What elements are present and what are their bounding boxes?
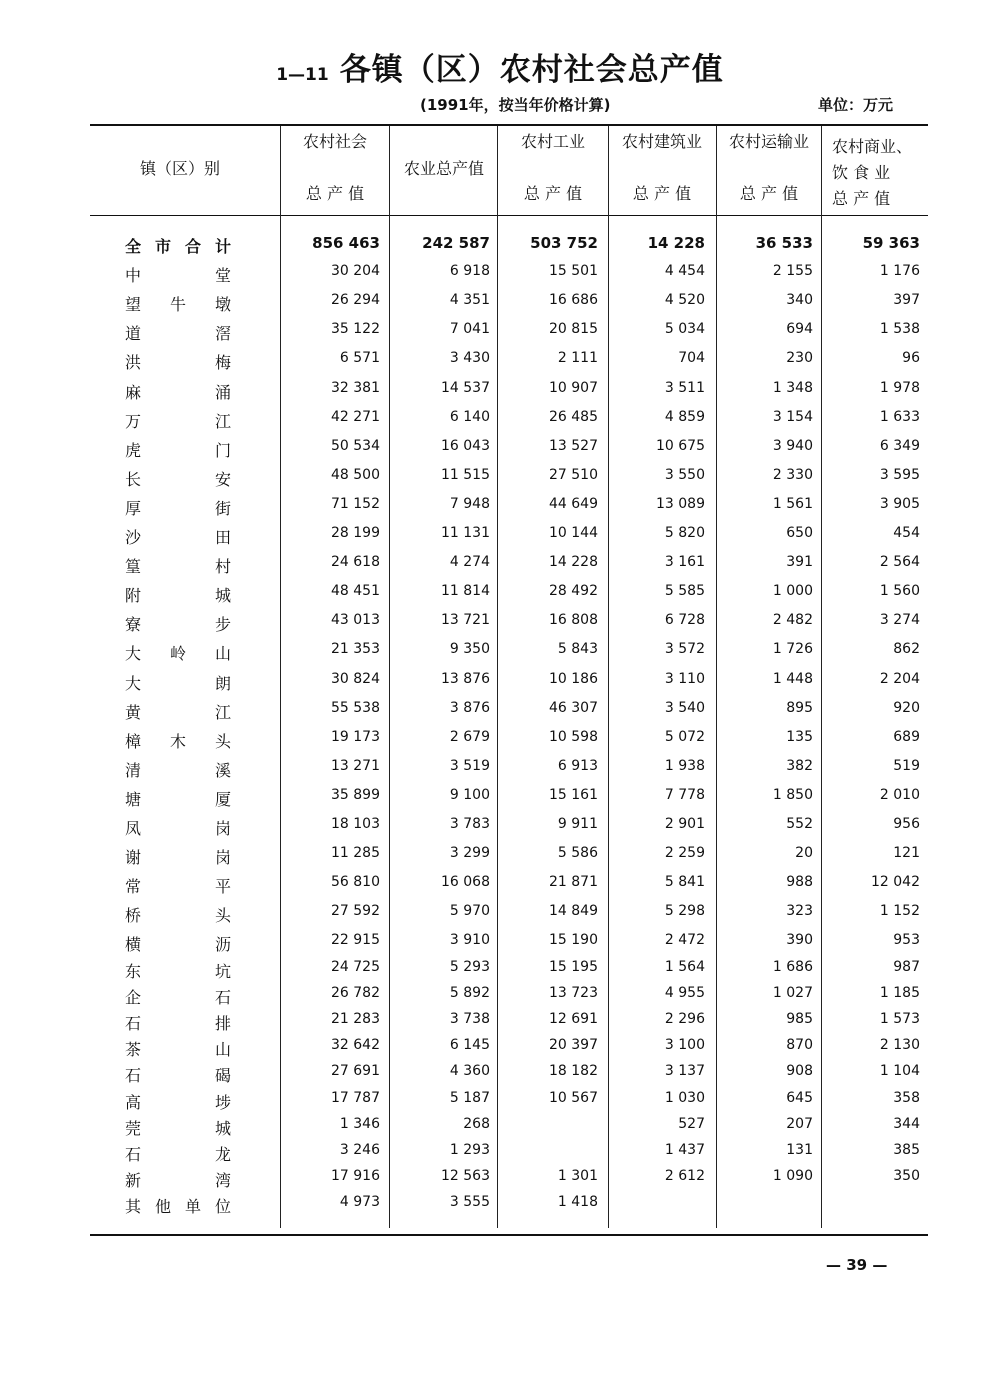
value-col1: 42 271 (331, 409, 380, 425)
region-name: 虎 门 (125, 441, 231, 460)
value-col3: 12 691 (549, 1011, 598, 1027)
value-col3: 44 649 (549, 496, 598, 512)
value-col2: 7 041 (449, 321, 490, 337)
value-col3: 20 815 (549, 321, 598, 337)
value-col6: 1 560 (879, 583, 920, 599)
value-col3: 15 190 (549, 932, 598, 948)
value-col5: 391 (786, 554, 813, 570)
value-col5: 135 (786, 729, 813, 745)
value-col3: 20 397 (549, 1037, 598, 1053)
value-col5: 1 686 (772, 959, 813, 975)
value-col6: 121 (893, 845, 920, 861)
value-col2: 14 537 (441, 380, 490, 396)
value-col1: 32 642 (331, 1037, 380, 1053)
header-col2: 农业总产值 (403, 159, 484, 178)
value-col1: 6 571 (339, 350, 380, 366)
value-col2: 13 876 (441, 671, 490, 687)
region-name: 清 溪 (125, 761, 231, 780)
table-row (0, 729, 1000, 753)
value-col4: 7 778 (664, 787, 705, 803)
value-col5: 650 (786, 525, 813, 541)
value-col4: 4 955 (664, 985, 705, 1001)
region-name: 厚 街 (125, 499, 231, 518)
value-col5: 2 330 (772, 467, 813, 483)
value-col2: 6 918 (449, 263, 490, 279)
value-col6: 397 (893, 292, 920, 308)
region-name: 东 坑 (125, 962, 231, 981)
value-col1: 3 246 (339, 1142, 380, 1158)
value-col4: 5 820 (664, 525, 705, 541)
value-col1: 32 381 (331, 380, 380, 396)
value-col2: 5 293 (449, 959, 490, 975)
value-col5: 1 561 (772, 496, 813, 512)
value-col1: 35 122 (331, 321, 380, 337)
region-name: 全 市 合 计 (125, 237, 231, 256)
value-col4: 1 564 (664, 959, 705, 975)
value-col4: 2 296 (664, 1011, 705, 1027)
value-col1: 21 283 (331, 1011, 380, 1027)
value-col4: 3 550 (664, 467, 705, 483)
value-col5: 323 (786, 903, 813, 919)
table-row (0, 467, 1000, 491)
value-col3: 1 418 (557, 1194, 598, 1210)
region-name: 洪 梅 (125, 353, 231, 372)
region-name: 莞 城 (125, 1119, 231, 1138)
table-title: 各镇（区）农村社会总产值 (339, 52, 724, 88)
region-name: 樟 木 头 (125, 732, 231, 751)
value-col1: 11 285 (331, 845, 380, 861)
value-col1: 30 824 (331, 671, 380, 687)
value-col5: 1 850 (772, 787, 813, 803)
region-name: 石 排 (125, 1014, 231, 1033)
header-col6-line2: 饮 食 业 (832, 163, 891, 182)
value-col5: 870 (786, 1037, 813, 1053)
value-col2: 16 043 (441, 438, 490, 454)
table-row (0, 959, 1000, 983)
page-number: — 39 — (826, 1256, 888, 1274)
table-row (0, 409, 1000, 433)
value-col3: 14 228 (549, 554, 598, 570)
table-row (0, 874, 1000, 898)
value-col5: 340 (786, 292, 813, 308)
region-name: 中 堂 (125, 266, 231, 285)
region-name: 大 朗 (125, 674, 231, 693)
value-col6: 2 130 (879, 1037, 920, 1053)
region-name: 横 沥 (125, 935, 231, 954)
value-col3: 15 501 (549, 263, 598, 279)
table-row (0, 1011, 1000, 1035)
value-col1: 30 204 (331, 263, 380, 279)
value-col2: 4 351 (449, 292, 490, 308)
value-col4: 3 161 (664, 554, 705, 570)
region-name: 石 龙 (125, 1145, 231, 1164)
table-row (0, 438, 1000, 462)
value-col2: 3 519 (449, 758, 490, 774)
unit-label: 单位：万元 (818, 96, 894, 114)
value-col5: 1 448 (772, 671, 813, 687)
value-col5: 20 (795, 845, 813, 861)
value-col1: 1 346 (339, 1116, 380, 1132)
region-name: 望 牛 墩 (125, 295, 231, 314)
value-col2: 3 910 (449, 932, 490, 948)
value-col2: 2 679 (449, 729, 490, 745)
page-title (0, 44, 1000, 89)
table-row (0, 321, 1000, 345)
value-col5: 230 (786, 350, 813, 366)
value-col1: 27 691 (331, 1063, 380, 1079)
value-col4: 5 072 (664, 729, 705, 745)
value-col2: 4 274 (449, 554, 490, 570)
col-divider (389, 212, 390, 216)
value-col1: 856 463 (312, 234, 380, 252)
value-col5: 131 (786, 1142, 813, 1158)
region-name: 麻 涌 (125, 383, 231, 402)
table-row (0, 583, 1000, 607)
table-top-rule (90, 124, 928, 126)
value-col4: 5 585 (664, 583, 705, 599)
region-name: 常 平 (125, 877, 231, 896)
value-col2: 11 814 (441, 583, 490, 599)
value-col2: 11 515 (441, 467, 490, 483)
value-col6: 59 363 (862, 234, 920, 252)
value-col6: 2 564 (879, 554, 920, 570)
value-col5: 36 533 (755, 234, 813, 252)
total-row (0, 234, 1000, 258)
value-col3: 46 307 (549, 700, 598, 716)
value-col1: 21 353 (331, 641, 380, 657)
value-col6: 2 204 (879, 671, 920, 687)
region-name: 桥 头 (125, 906, 231, 925)
table-row (0, 787, 1000, 811)
value-col6: 519 (893, 758, 920, 774)
value-col6: 1 176 (879, 263, 920, 279)
value-col2: 11 131 (441, 525, 490, 541)
header-col6-line3: 总 产 值 (832, 189, 891, 208)
value-col5: 3 940 (772, 438, 813, 454)
value-col3: 1 301 (557, 1168, 598, 1184)
value-col3: 16 686 (549, 292, 598, 308)
header-col3-bottom: 总 产 值 (523, 184, 583, 203)
value-col6: 987 (893, 959, 920, 975)
value-col6: 1 978 (879, 380, 920, 396)
value-col4: 3 572 (664, 641, 705, 657)
value-col6: 920 (893, 700, 920, 716)
header-col3-top: 农村工业 (520, 132, 585, 151)
value-col4: 3 110 (664, 671, 705, 687)
table-row (0, 845, 1000, 869)
value-col1: 27 592 (331, 903, 380, 919)
value-col2: 12 563 (441, 1168, 490, 1184)
value-col1: 71 152 (331, 496, 380, 512)
table-row (0, 612, 1000, 636)
value-col2: 5 970 (449, 903, 490, 919)
value-col3: 15 195 (549, 959, 598, 975)
header-region: 镇（区）别 (139, 159, 220, 178)
table-row (0, 1037, 1000, 1061)
value-col6: 1 538 (879, 321, 920, 337)
value-col1: 35 899 (331, 787, 380, 803)
value-col3: 10 598 (549, 729, 598, 745)
value-col4: 1 437 (664, 1142, 705, 1158)
subtitle: (1991年，按当年价格计算) (420, 96, 611, 114)
value-col3: 10 567 (549, 1090, 598, 1106)
table-row (0, 496, 1000, 520)
value-col3: 18 182 (549, 1063, 598, 1079)
value-col1: 26 782 (331, 985, 380, 1001)
value-col3: 5 843 (557, 641, 598, 657)
value-col3: 13 723 (549, 985, 598, 1001)
value-col2: 3 430 (449, 350, 490, 366)
value-col2: 3 299 (449, 845, 490, 861)
value-col3: 14 849 (549, 903, 598, 919)
region-name: 寮 步 (125, 615, 231, 634)
region-name: 附 城 (125, 586, 231, 605)
table-row (0, 641, 1000, 665)
value-col1: 22 915 (331, 932, 380, 948)
value-col5: 552 (786, 816, 813, 832)
value-col3: 10 907 (549, 380, 598, 396)
value-col2: 9 350 (449, 641, 490, 657)
table-row (0, 932, 1000, 956)
region-name: 新 湾 (125, 1171, 231, 1190)
region-name: 其 他 单 位 (125, 1197, 231, 1216)
value-col1: 17 916 (331, 1168, 380, 1184)
table-number: 1—11 (276, 65, 329, 85)
region-name: 高 埗 (125, 1093, 231, 1112)
header-col4-bottom: 总 产 值 (632, 184, 692, 203)
value-col3: 26 485 (549, 409, 598, 425)
value-col6: 6 349 (879, 438, 920, 454)
region-name: 沙 田 (125, 528, 231, 547)
value-col4: 2 901 (664, 816, 705, 832)
header-col6-line1: 农村商业、 (832, 137, 913, 156)
value-col4: 5 298 (664, 903, 705, 919)
value-col4: 704 (678, 350, 705, 366)
value-col6: 953 (893, 932, 920, 948)
value-col3: 9 911 (557, 816, 598, 832)
table-row (0, 1142, 1000, 1166)
value-col6: 350 (893, 1168, 920, 1184)
value-col1: 4 973 (339, 1194, 380, 1210)
value-col6: 1 152 (879, 903, 920, 919)
value-col6: 96 (902, 350, 920, 366)
value-col4: 14 228 (647, 234, 705, 252)
value-col3: 6 913 (557, 758, 598, 774)
table-row (0, 263, 1000, 287)
header-col5-top: 农村运输业 (728, 132, 809, 151)
value-col6: 385 (893, 1142, 920, 1158)
region-name: 谢 岗 (125, 848, 231, 867)
value-col5: 1 726 (772, 641, 813, 657)
value-col3: 13 527 (549, 438, 598, 454)
value-col3: 21 871 (549, 874, 598, 890)
value-col1: 56 810 (331, 874, 380, 890)
value-col1: 13 271 (331, 758, 380, 774)
value-col4: 6 728 (664, 612, 705, 628)
value-col2: 5 187 (449, 1090, 490, 1106)
value-col5: 1 090 (772, 1168, 813, 1184)
region-name: 石 碣 (125, 1066, 231, 1085)
value-col1: 43 013 (331, 612, 380, 628)
region-name: 篁 村 (125, 557, 231, 576)
header-col4-top: 农村建筑业 (621, 132, 702, 151)
value-col2: 4 360 (449, 1063, 490, 1079)
value-col3: 27 510 (549, 467, 598, 483)
value-col6: 12 042 (871, 874, 920, 890)
value-col6: 1 573 (879, 1011, 920, 1027)
value-col2: 3 738 (449, 1011, 490, 1027)
value-col4: 3 540 (664, 700, 705, 716)
value-col6: 862 (893, 641, 920, 657)
value-col3: 10 186 (549, 671, 598, 687)
value-col4: 527 (678, 1116, 705, 1132)
value-col6: 1 104 (879, 1063, 920, 1079)
value-col4: 1 938 (664, 758, 705, 774)
value-col3: 503 752 (530, 234, 598, 252)
table-row (0, 700, 1000, 724)
table-row (0, 380, 1000, 404)
value-col4: 3 137 (664, 1063, 705, 1079)
value-col4: 13 089 (656, 496, 705, 512)
table-row (0, 1168, 1000, 1192)
value-col3: 10 144 (549, 525, 598, 541)
value-col3: 16 808 (549, 612, 598, 628)
value-col6: 358 (893, 1090, 920, 1106)
value-col6: 1 185 (879, 985, 920, 1001)
value-col5: 985 (786, 1011, 813, 1027)
value-col3: 5 586 (557, 845, 598, 861)
value-col1: 17 787 (331, 1090, 380, 1106)
value-col5: 3 154 (772, 409, 813, 425)
value-col6: 454 (893, 525, 920, 541)
value-col2: 3 783 (449, 816, 490, 832)
value-col1: 26 294 (331, 292, 380, 308)
table-row (0, 671, 1000, 695)
value-col1: 19 173 (331, 729, 380, 745)
value-col4: 4 520 (664, 292, 705, 308)
value-col3: 2 111 (557, 350, 598, 366)
region-name: 黄 江 (125, 703, 231, 722)
value-col5: 895 (786, 700, 813, 716)
table-row (0, 1063, 1000, 1087)
value-col5: 988 (786, 874, 813, 890)
value-col4: 5 841 (664, 874, 705, 890)
value-col2: 1 293 (449, 1142, 490, 1158)
value-col5: 207 (786, 1116, 813, 1132)
value-col2: 9 100 (449, 787, 490, 803)
value-col2: 3 555 (449, 1194, 490, 1210)
value-col5: 2 155 (772, 263, 813, 279)
table-row (0, 1194, 1000, 1218)
value-col2: 7 948 (449, 496, 490, 512)
value-col6: 3 905 (879, 496, 920, 512)
table-row (0, 816, 1000, 840)
region-name: 长 安 (125, 470, 231, 489)
value-col5: 1 000 (772, 583, 813, 599)
table-row (0, 985, 1000, 1009)
value-col6: 3 274 (879, 612, 920, 628)
value-col4: 10 675 (656, 438, 705, 454)
value-col2: 6 140 (449, 409, 490, 425)
table-row (0, 903, 1000, 927)
region-name: 企 石 (125, 988, 231, 1007)
value-col2: 268 (463, 1116, 490, 1132)
header-col1-bottom: 总 产 值 (305, 184, 365, 203)
value-col6: 1 633 (879, 409, 920, 425)
value-col5: 1 027 (772, 985, 813, 1001)
header-bottom-rule (90, 215, 928, 216)
table-bottom-rule (90, 1234, 928, 1236)
table-row (0, 1090, 1000, 1114)
value-col6: 3 595 (879, 467, 920, 483)
value-col5: 645 (786, 1090, 813, 1106)
table-row (0, 350, 1000, 374)
region-name: 塘 厦 (125, 790, 231, 809)
value-col5: 1 348 (772, 380, 813, 396)
value-col6: 956 (893, 816, 920, 832)
value-col1: 28 199 (331, 525, 380, 541)
table-row (0, 292, 1000, 316)
table-row (0, 1116, 1000, 1140)
value-col1: 24 725 (331, 959, 380, 975)
value-col3: 15 161 (549, 787, 598, 803)
value-col5: 2 482 (772, 612, 813, 628)
value-col5: 382 (786, 758, 813, 774)
value-col6: 344 (893, 1116, 920, 1132)
value-col1: 48 451 (331, 583, 380, 599)
value-col6: 2 010 (879, 787, 920, 803)
value-col1: 50 534 (331, 438, 380, 454)
value-col4: 5 034 (664, 321, 705, 337)
value-col1: 24 618 (331, 554, 380, 570)
region-name: 茶 山 (125, 1040, 231, 1059)
value-col4: 4 859 (664, 409, 705, 425)
table-row (0, 525, 1000, 549)
table-row (0, 554, 1000, 578)
value-col2: 5 892 (449, 985, 490, 1001)
value-col1: 48 500 (331, 467, 380, 483)
value-col4: 2 472 (664, 932, 705, 948)
value-col2: 3 876 (449, 700, 490, 716)
value-col4: 3 511 (664, 380, 705, 396)
value-col2: 242 587 (422, 234, 490, 252)
region-name: 凤 岗 (125, 819, 231, 838)
value-col3: 28 492 (549, 583, 598, 599)
value-col2: 16 068 (441, 874, 490, 890)
value-col5: 908 (786, 1063, 813, 1079)
value-col4: 2 259 (664, 845, 705, 861)
value-col4: 2 612 (664, 1168, 705, 1184)
header-col5-bottom: 总 产 值 (739, 184, 799, 203)
value-col4: 3 100 (664, 1037, 705, 1053)
header-col1-top: 农村社会 (302, 132, 367, 151)
value-col2: 13 721 (441, 612, 490, 628)
value-col4: 1 030 (664, 1090, 705, 1106)
value-col5: 390 (786, 932, 813, 948)
value-col1: 18 103 (331, 816, 380, 832)
value-col6: 689 (893, 729, 920, 745)
region-name: 道 滘 (125, 324, 231, 343)
value-col2: 6 145 (449, 1037, 490, 1053)
region-name: 万 江 (125, 412, 231, 431)
table-row (0, 758, 1000, 782)
value-col4: 4 454 (664, 263, 705, 279)
value-col5: 694 (786, 321, 813, 337)
region-name: 大 岭 山 (125, 644, 231, 663)
value-col1: 55 538 (331, 700, 380, 716)
